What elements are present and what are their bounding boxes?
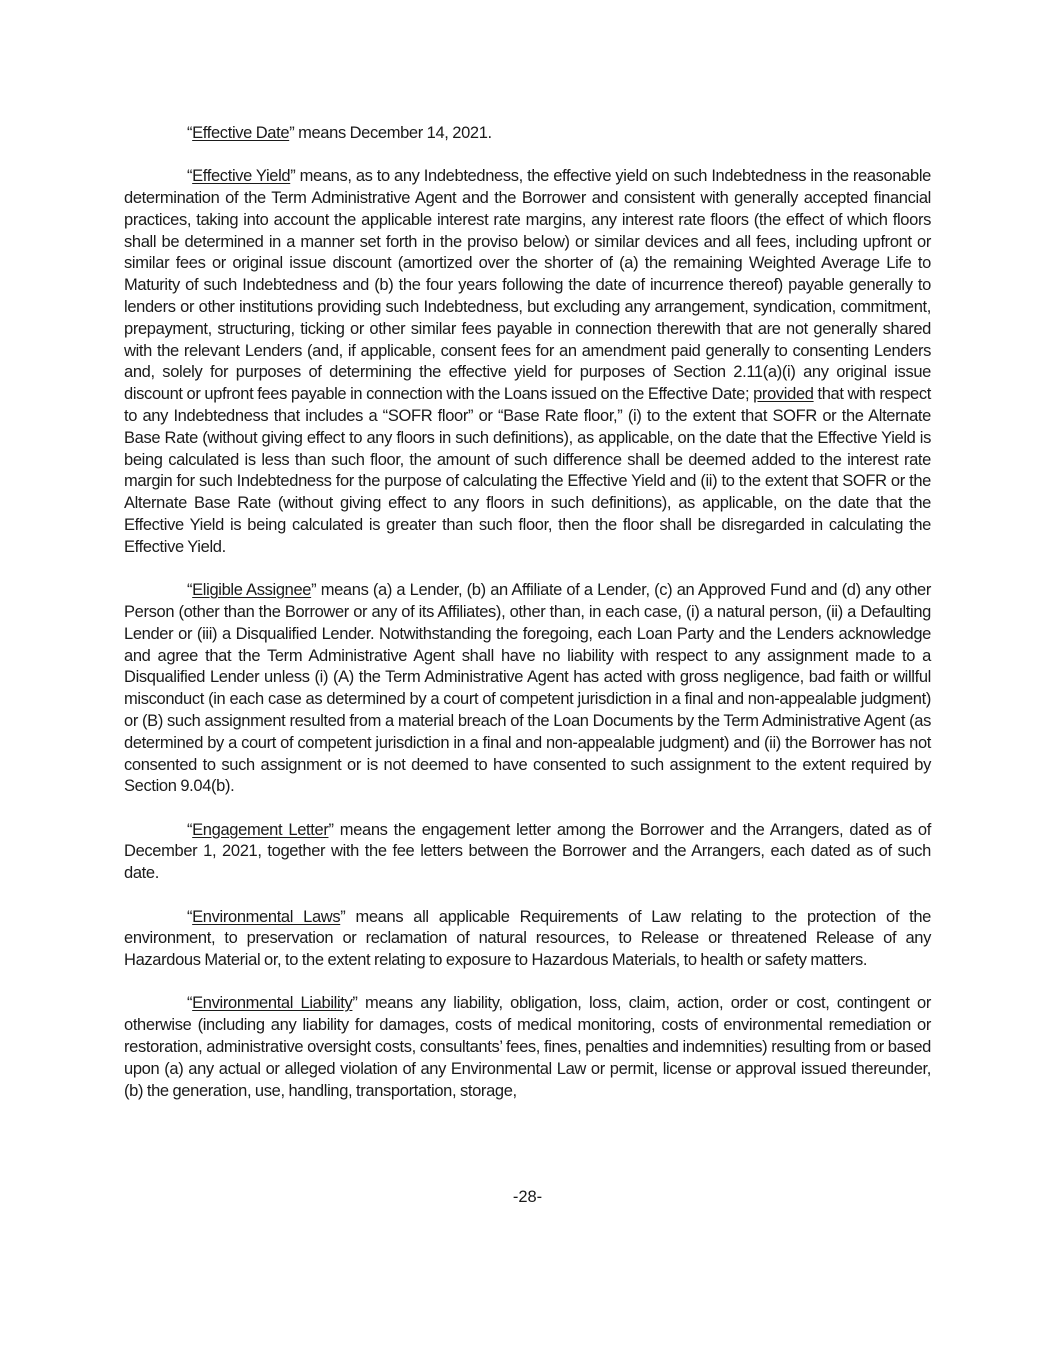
definition-text: means any liability, obligation, loss, claim, action, order or cost, contingent or otherwise (including any liability for damages, costs of medical monitoring, costs of environmental remediation or restoration, administrative oversight costs, consultants’ fees, fines, penalties and indemnities) resulting from or based upon (a) any actual or alleged violation of any Environmental Law or permit, license or approval issued thereunder, (b) the generation, use, handling, transportation, storage, bbox=[124, 994, 931, 1100]
definition-text: means (a) a Lender, (b) an Affiliate of a Lender, (c) an Approved Fund and (d) any other Person (other than the Borrower or any of its Affiliates), other than, in each case, (i) a natural person, (ii) a Defaulting Lender or (iii) a Disqualified Lender. Notwithstanding the foregoing, each Loan Party and the Lenders acknowledge and agree that the Term Administrative Agent shall have no liability with respect to any assignment made to a Disqualified Lender unless (i) (A) the Term Administrative Agent has acted with gross negligence, bad faith or willful misconduct (in each case as determined by a court of competent jurisdiction in a final and non-appealable judgment) or (B) such assignment resulted from a material breach of the Loan Documents by the Term Administrative Agent (as determined by a court of competent jurisdiction in a final and non-appealable judgment) and (ii) the Borrower has not consented to such assignment or is not deemed to have consented to such assignment to the extent required by Section 9.04(b). bbox=[124, 581, 931, 796]
definition-text-continued: that with respect to any Indebtedness that includes a “SOFR floor” or “Base Rate floor,” (i) to the extent that SOFR or the Alternate Base Rate (without giving effect to any floors in such definitions), as applicable, on the date that the Effective Yield is being calculated is less than such floor, the amount of such difference shall be deemed added to the interest rate margin for such Indebtedness for the purpose of calculating the Effective Yield and (ii) to the extent that SOFR or the Alternate Base Rate (without giving effect to any floors in such definitions), as applicable, on the date that the Effective Yield is being calculated is greater than such floor, then the floor shall be disregarded in calculating the Effective Yield. bbox=[124, 385, 931, 556]
open-quote: “ bbox=[187, 820, 193, 839]
definition-effective-yield bbox=[124, 166, 931, 558]
defined-term: Environmental Liability bbox=[192, 994, 353, 1013]
definition-text: means all applicable Requirements of Law relating to the protection of the environment, to preservation or reclamation of natural resources, to Release or threatened Release of any Hazardous Material or, to the extent relating to exposure to Hazardous Materials, to health or safety matters. bbox=[124, 907, 931, 970]
close-quote: ” bbox=[289, 124, 295, 142]
defined-term: Effective Date bbox=[192, 124, 290, 142]
defined-term: Eligible Assignee bbox=[192, 581, 312, 600]
open-quote: “ bbox=[187, 581, 193, 600]
defined-term: Effective Yield bbox=[192, 167, 291, 186]
definition-text: means, as to any Indebtedness, the effective yield on such Indebtedness in the reasonable determination of the Term Administrative Agent and the Borrower and consistent with generally accepted financial practices, taking into account the applicable interest rate margins, any interest rate floors (the effect of which floors shall be determined in a manner set forth in the proviso below) or similar devices and all fees, including upfront or similar fees or original issue discount (amortized over the shorter of (a) the remaining Weighted Average Life to Maturity of such Indebtedness and (b) the four years following the date of incurrence thereof) payable generally to lenders or other institutions providing such Indebtedness, but excluding any arrangement, syndication, commitment, prepayment, structuring, ticking or other similar fees payable in connection therewith that are not generally shared with the relevant Lenders (and, if applicable, consent fees for an amendment paid generally to consenting Lenders and, solely for purposes of determining the effective yield for purposes of Section 2.11(a)(i) any original issue discount or upfront fees payable in connection with the Loans issued on the Effective Date; bbox=[124, 167, 932, 404]
defined-term: Engagement Letter bbox=[192, 820, 329, 839]
open-quote: “ bbox=[187, 124, 193, 142]
definition-eligible-assignee bbox=[124, 580, 931, 798]
close-quote: ” bbox=[290, 167, 296, 186]
open-quote: “ bbox=[187, 167, 193, 186]
close-quote: ” bbox=[352, 994, 358, 1013]
defined-term: Environmental Laws bbox=[192, 907, 341, 926]
definition-engagement-letter bbox=[124, 820, 931, 885]
definition-text: means the engagement letter among the Borrower and the Arrangers, dated as of December 1, 2021, together with the fee letters between the Borrower and the Arrangers, each dated as of such date. bbox=[124, 820, 931, 883]
definition-environmental-liability bbox=[124, 993, 931, 1102]
underlined-word-provided: provided bbox=[753, 385, 814, 404]
definition-environmental-laws bbox=[124, 907, 931, 972]
close-quote: ” bbox=[340, 907, 346, 926]
open-quote: “ bbox=[187, 907, 193, 926]
open-quote: “ bbox=[187, 994, 193, 1013]
document-page bbox=[124, 123, 931, 1124]
page-number: -28- bbox=[512, 1188, 543, 1206]
close-quote: ” bbox=[328, 820, 334, 839]
close-quote: ” bbox=[311, 581, 317, 600]
definition-text: means December 14, 2021. bbox=[294, 124, 492, 142]
definition-effective-date bbox=[124, 123, 931, 145]
